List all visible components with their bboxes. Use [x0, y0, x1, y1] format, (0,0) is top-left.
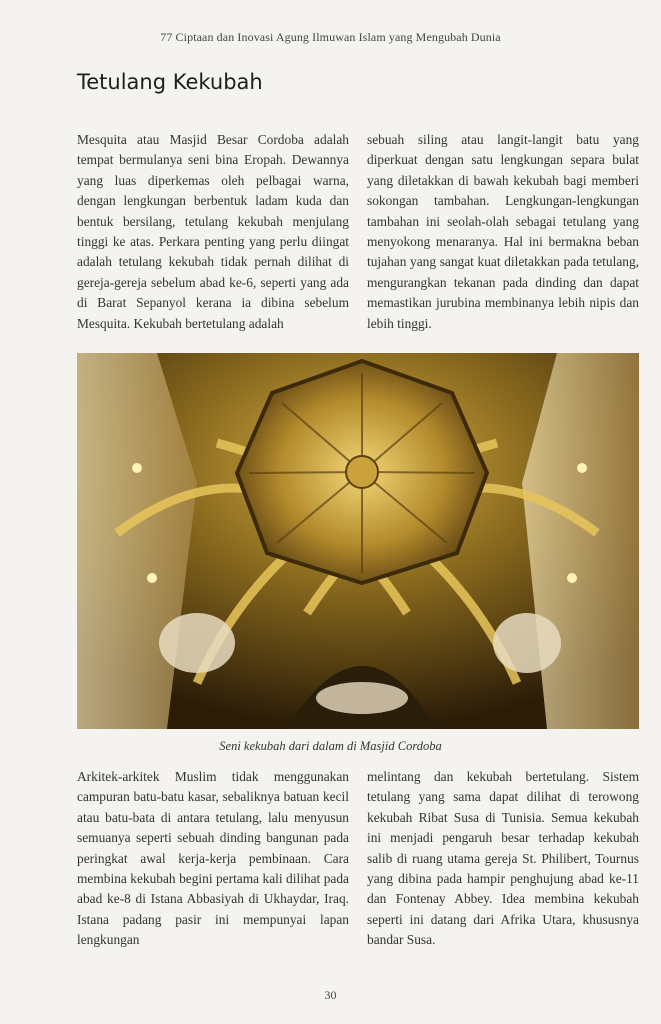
running-header: 77 Ciptaan dan Inovasi Agung Ilmuwan Islam yang Mengubah Dunia — [160, 30, 501, 44]
paragraph-bottom-left: Arkitek-arkitek Muslim tidak menggunakan campuran batu-batu kasar, sebaliknya batuan kecil atau batu-bata di antara tetulang, lalu menyusun semuanya seperti sebuah dinding bangunan pada peringkat awal kerja-kerja pembinaan. Cara membina kekubah begini pertama kali dilihat pada abad ke-8 di Istana Abbasiyah di Ukhaydar, Iraq. Istana padang pasir ini mempunyai lapan lengkungan — [77, 769, 349, 948]
paragraph-bottom-right: melintang dan kekubah bertetulang. Sistem tetulang yang sama dapat dilihat di terowong kekubah Ribat Susa di Tunisia. Semua kekubah ini menjadi pengaruh besar terhadap kekubah salib di ruang utama gereja St. Philibert, Tournus yang dibina pada hampir penghujung abad ke-11 dan Fontenay Abbey. Idea membina kekubah seperti ini datang dari Afrika Utara, khususnya bandar Susa. — [367, 769, 639, 948]
photo-caption: Seni kekubah dari dalam di Masjid Cordoba — [219, 739, 442, 753]
paragraph-top-left: Mesquita atau Masjid Besar Cordoba adalah tempat bermulanya seni bina Eropah. Dewannya yang luas diperkemas oleh pelbagai warna, dengan lengkungan berbentuk ladam kuda dan bentuk bersilang, tetulang kekubah menjulang tinggi ke atas. Perkara penting yang perlu diingat adalah tetulang kekubah tidak pernah dilihat di gereja-gereja sebelum abad ke-6, seperti yang ada di Barat Sepanyol kerana ia dibina sebelum Mesquita. Kekubah bertetulang adalah — [77, 132, 349, 331]
dome-photo — [77, 353, 639, 729]
page-number: 30 — [324, 988, 337, 1002]
page-title: Tetulang Kekubah — [77, 70, 263, 94]
paragraph-top-right: sebuah siling atau langit-langit batu yang diperkuat dengan satu lengkungan separa bulat yang diletakkan di bawah kekubah bagi memberi sokongan tambahan. Lengkungan-lengkungan tambahan ini seolah-olah sebagai tetulang yang menyokong menaranya. Hal ini bermakna beban tujahan yang sangat kuat diletakkan pada tetulang, mengurangkan tekanan pada dinding dan dapat memastikan jurubina membinanya lebih nipis dan lebih tinggi. — [367, 132, 639, 331]
